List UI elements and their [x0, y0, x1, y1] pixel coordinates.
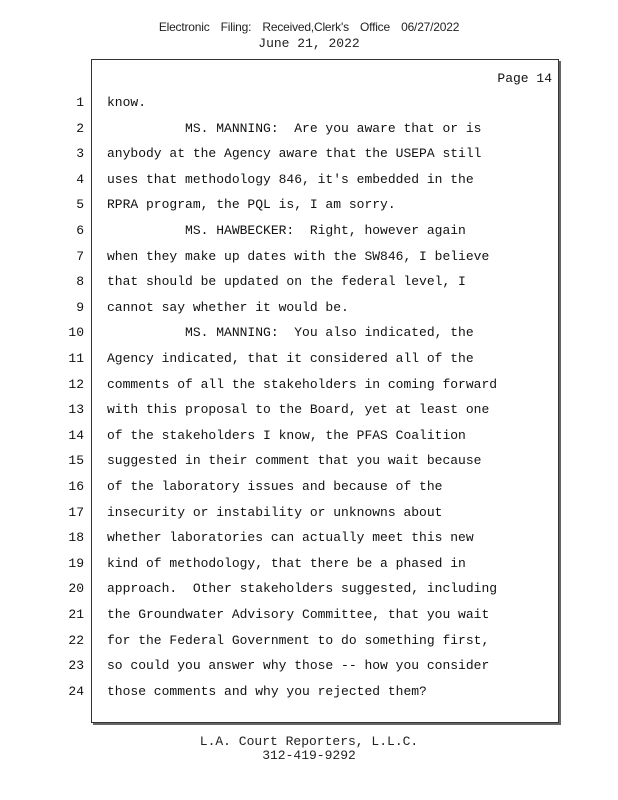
line-text: when they make up dates with the SW846, I believe	[107, 248, 490, 264]
footer-phone: 312-419-9292	[262, 748, 356, 763]
line-text: of the laboratory issues and because of the	[107, 479, 443, 494]
line-text: for the Federal Government to do something first,	[107, 632, 490, 648]
line-number: 24	[68, 683, 84, 699]
line-text: anybody at the Agency aware that the USEPA still	[107, 146, 482, 162]
footer-company: L.A. Court Reporters, L.L.C.	[199, 734, 419, 749]
line-number: 20	[68, 581, 84, 597]
line-text: cannot say whether it would be.	[107, 299, 349, 315]
line-number: 18	[68, 530, 84, 546]
stamp-office: Office	[360, 20, 390, 34]
line-text: insecurity or instability or unknowns about	[107, 504, 443, 520]
line-number: 22	[68, 632, 84, 648]
line-number: 7	[76, 248, 84, 264]
filing-stamp	[0, 20, 618, 34]
stamp-electronic: Electronic	[158, 20, 210, 34]
line-text: kind of methodology, that there be a phased in	[107, 555, 466, 571]
line-number: 5	[76, 197, 84, 213]
line-number: 13	[68, 402, 84, 418]
stamp-date: 06/27/2022	[401, 20, 460, 34]
line-text: with this proposal to the Board, yet at least one	[107, 402, 490, 418]
line-number: 21	[68, 607, 84, 622]
line-text: so could you answer why those -- how you consider	[107, 658, 490, 674]
transcript-date: June 21, 2022	[258, 36, 360, 51]
line-number: 3	[76, 146, 84, 162]
line-text: that should be updated on the federal level, I	[107, 274, 466, 290]
line-text: the Groundwater Advisory Committee, that you wait	[107, 607, 490, 622]
line-text: whether laboratories can actually meet this new	[107, 530, 474, 546]
line-number: 4	[76, 171, 84, 187]
line-number: 15	[68, 453, 84, 469]
line-text: comments of all the stakeholders in coming forward	[107, 376, 498, 392]
line-number: 16	[68, 479, 84, 494]
line-number: 10	[68, 325, 84, 341]
page-number: Page 14	[497, 71, 552, 86]
line-number: 8	[76, 274, 84, 290]
line-text: know.	[107, 95, 147, 110]
line-number: 19	[68, 555, 84, 571]
line-number: 9	[76, 299, 84, 315]
line-text: MS. MANNING: Are you aware that or is	[107, 120, 482, 136]
line-number: 12	[68, 376, 84, 392]
line-number: 14	[68, 427, 84, 443]
line-text: Agency indicated, that it considered all of the	[107, 351, 474, 366]
line-text: of the stakeholders I know, the PFAS Coalition	[107, 427, 466, 443]
stamp-received: Received,Clerk's	[262, 20, 349, 34]
line-text: approach. Other stakeholders suggested, including	[107, 581, 498, 597]
line-text: suggested in their comment that you wait because	[107, 453, 482, 469]
line-text: those comments and why you rejected them?	[107, 683, 427, 699]
line-text: MS. MANNING: You also indicated, the	[107, 325, 474, 341]
line-number: 1	[76, 95, 84, 110]
line-number: 17	[68, 504, 84, 520]
line-text: MS. HAWBECKER: Right, however again	[107, 223, 466, 238]
line-number: 2	[76, 120, 84, 136]
line-number: 23	[68, 658, 84, 674]
line-number: 11	[68, 351, 84, 366]
line-number: 6	[76, 223, 84, 238]
line-text: uses that methodology 846, it's embedded in the	[107, 171, 474, 187]
stamp-filing: Filing:	[220, 20, 252, 34]
line-text: RPRA program, the PQL is, I am sorry.	[107, 197, 396, 213]
